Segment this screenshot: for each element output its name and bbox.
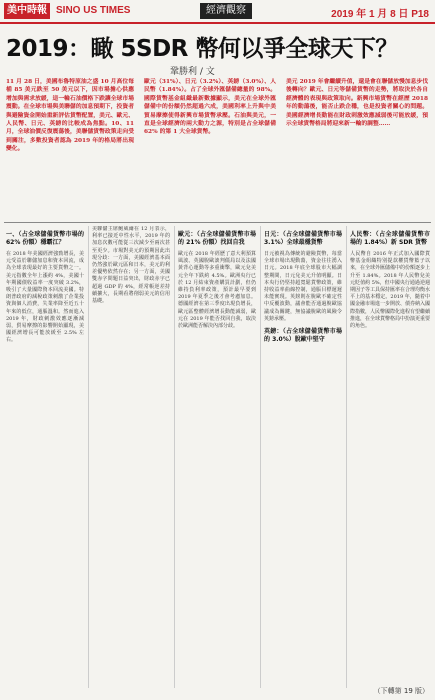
logo: 美中時報	[4, 3, 50, 19]
body-column-2	[92, 226, 170, 688]
subhead-eur: 歐元：（占全球儲備貨幣市場的 21% 份額）找回自我	[178, 231, 256, 246]
column-divider	[88, 226, 89, 688]
subhead-usd: 一、（占全球儲備貨幣市場的 62% 份額）穩霸江？	[6, 231, 84, 246]
lead-paragraph-1: 11 月 28 日，美國布魯特原油之盛 10 月高位每桶 85 美元跌至 50 美元以下，因市場擔心供應增加與需求放緩，這一輪石油價格下跌讓全球市場震動。在全球市場與美聯儲的加息預期下，投資者與避險資金開始重新評估貨幣配置，美元、歐元、人民幣、日元、英鎊的比較成為焦點。10、11 月，全球油價反復震蕩後，美聯儲貨幣政策走向受到關注，多數投資者認為 2019 年的格局將出現變化。	[6, 79, 134, 153]
body-column-3	[178, 226, 256, 688]
byline: 鞏勝利 / 文	[170, 67, 215, 77]
body-column-5	[350, 226, 430, 676]
divider	[4, 222, 431, 223]
body-column-1	[6, 226, 84, 688]
subhead-gbp: 英鎊：（占全球儲備貨幣市場的 3.0%）脫歐中堅守	[264, 328, 342, 344]
body-text-5: 人民幣自 2016 年正式加入國際貨幣基金組織特別提款權貨幣籃子以來，在全球外匯儲備中的份額逐步上升至 1.84%。2018 年人民幣兌美元貶值約 5%，但中國央行通過逆週期因子等工具保持匯率在合理均衡水平上的基本穩定。2019 年，隨着中國金融市場進一步開放、債券納入國際指數，人民幣國際化進程有望繼續推進，在全球貨幣格局中扮演更重要的角色。	[350, 251, 430, 330]
date-page: 2019 年 1 月 8 日 P18	[331, 9, 429, 20]
lead-paragraph-3: 美元 2019 年會繼續升值，還是會在聯儲放慢加息步伐後轉向？歐元、日元等儲備貨幣的走勢，將取決於各自經濟體的表現與政策取向。新興市場貨幣在經歷 2018 年的動蕩後，能否止跌企穩，也是投資者關心的問題。美國經濟增長動能在財政刺激效應減弱後可能放緩，預示全球貨幣格局將迎來新一輪的調整……	[286, 79, 428, 128]
subhead-jpy: 日元：（占全球儲備貨幣市場 3.1%）全球最穩貨幣	[264, 231, 342, 246]
continued-note: （下轉第 19 版）	[373, 687, 429, 695]
lead-paragraph-2: 歐元（31%）、日元（3.2%）、英鎊（3.0%）、人民幣（1.84%）。占了全球外匯儲備總量的 98%。國際貨幣基金組織最新數據顯示，美元在全球外匯儲備中的份額仍然超過六成，美國利率上升與中美貿易摩擦使得新興市場貨幣承壓。石油與美元，一直是全球經濟的兩大動力之源，特別是占全球儲備 62% 的第 1 大全球貨幣。	[144, 79, 276, 136]
subhead-rmb: 人民幣：（占全球儲備貨幣市場的 1.84%）新 SDR 貨幣	[350, 231, 430, 246]
masthead	[0, 0, 435, 24]
column-divider	[260, 226, 261, 688]
column-divider	[346, 226, 347, 688]
body-text-4: 日元被視為傳統的避險貨幣，每當全球市場出現動蕩，資金往往湧入日元。2018 年底全球股市大幅調整期間，日元兌美元升值明顯。日本央行仍堅持超寬鬆貨幣政策，維持收益率曲線控制，通脹目標遲遲未能實現。英鎊則在脫歐不確定性中反覆波動，議會能否通過脫歐協議成為關鍵，無協議脫歐的風險令英鎊承壓。	[264, 251, 342, 322]
column-divider	[174, 226, 175, 688]
body-text-3: 歐元在 2018 年經歷了意大利預算風波、英國脫歐談判僵局以及法國黃背心運動等多重衝擊，歐元兌美元全年下跌約 4.5%。歐洲央行已於 12 月結束資產購買計劃，但仍維持負利率政策，預計最早要到 2019 年夏季之後才會考慮加息。德國經濟在第三季度出現負增長，歐元區整體經濟增長動能減弱，歐元在 2019 年能否找回自我，取決於歐洲能否解決內部分歧。	[178, 251, 256, 330]
body-text-1: 在 2018 年美國經濟強勁增長，美元受益於聯儲加息和資本回流，成為全球表現最好的主要貨幣之一。美元指數全年上漲約 4%，美國十年期國債收益率一度突破 3.2%，吸引了大量國際資本回流美國。特朗普政府的減稅政策刺激了企業投資與個人消費，失業率降至近五十年來的低位，通脹溫和。然而進入 2019 年，財政刺激效應逐漸減弱，貿易摩擦的影響開始顯現，美國經濟增長可能放緩至 2.5% 左右。	[6, 251, 84, 344]
body-text-2: 美聯儲主席鮑威爾在 12 月表示，利率已接近中性水平，2019 年的加息次數可能從三次減少至兩次甚至更少。市場對美元的預期因此出現分歧：一方面，美國經濟基本面仍然強於歐元區和日本，美元的利差優勢依然存在；另一方面，美國雙赤字問題日益突出，財政赤字已超過 GDP 的 4%，經常帳逆差持續擴大，長期看將削弱美元的信用基礎。	[92, 226, 170, 305]
logo-english: SINO US TIMES	[56, 5, 131, 16]
body-column-4	[264, 226, 342, 688]
article-title: 2019：瞰 5SDR 幣何以爭全球天下？	[6, 36, 398, 62]
section-label: 經濟觀察	[200, 3, 252, 19]
